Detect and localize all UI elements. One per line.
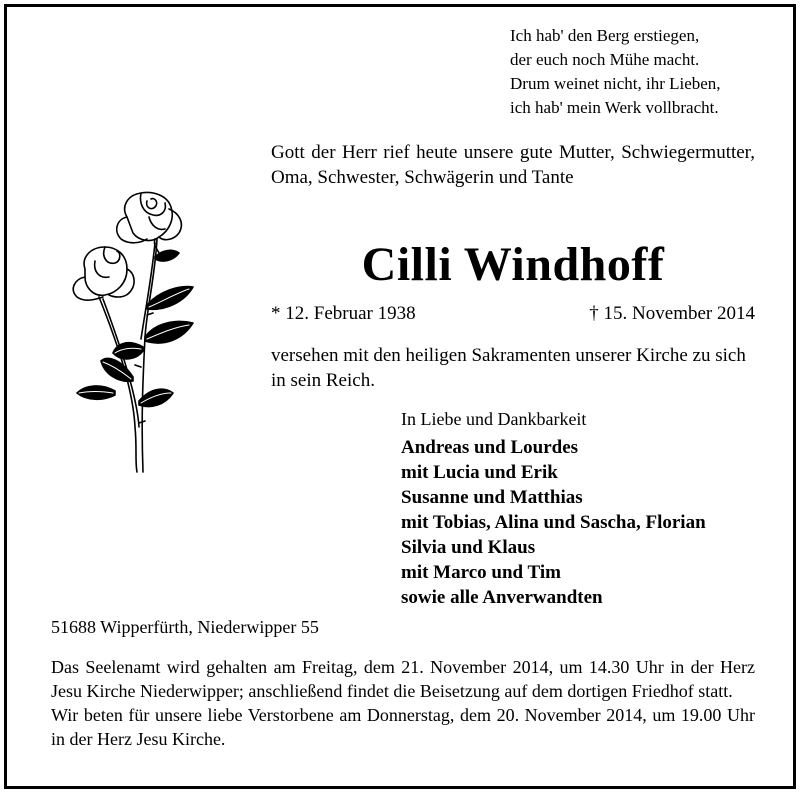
obituary-frame [4,4,796,789]
mourner-line: Susanne und Matthias [401,487,583,508]
thanks-line: In Liebe und Dankbarkeit [401,409,587,429]
address: 51688 Wipperfürth, Niederwipper 55 [51,617,319,637]
mourners-list [401,435,781,610]
poem-line: der euch noch Mühe macht. [510,50,700,69]
birth-date: * 12. Februar 1938 [271,303,416,324]
mourner-line: mit Lucia und Erik [401,462,558,483]
mourner-line: sowie alle Anverwandten [401,587,603,608]
poem-line: ich hab' mein Werk vollbracht. [510,98,719,117]
service-info [51,655,755,751]
rose-illustration-icon [55,187,205,477]
death-date: † 15. November 2014 [589,303,755,324]
service-text: Das Seelenamt wird gehalten am Freitag, dem 21. November 2014, um 14.30 Uhr in der Herz Jesu Kirche Niederwipper; anschließend findet die Beisetzung auf dem dortigen Friedhof statt. [51,657,755,701]
mourner-line: mit Tobias, Alina und Sascha, Florian [401,512,706,533]
poem-line: Ich hab' den Berg erstiegen, [510,26,700,45]
prayer-text: Wir beten für unsere liebe Verstorbene am Donnerstag, dem 20. November 2014, um 19.00 Uhr in der Herz Jesu Kirche. [51,705,755,749]
sacraments-text: versehen mit den heiligen Sakramenten unserer Kirche zu sich in sein Reich. [271,345,746,391]
intro-text: Gott der Herr rief heute unsere gute Mutter, Schwiegermutter, Oma, Schwester, Schwägerin und Tante [271,142,755,188]
mourner-line: Silvia und Klaus [401,537,536,558]
deceased-name: Cilli Windhoff [361,238,665,291]
mourner-line: mit Marco und Tim [401,562,561,583]
poem-line: Drum weinet nicht, ihr Lieben, [510,74,721,93]
poem [510,24,770,120]
mourner-line: Andreas und Lourdes [401,437,579,458]
